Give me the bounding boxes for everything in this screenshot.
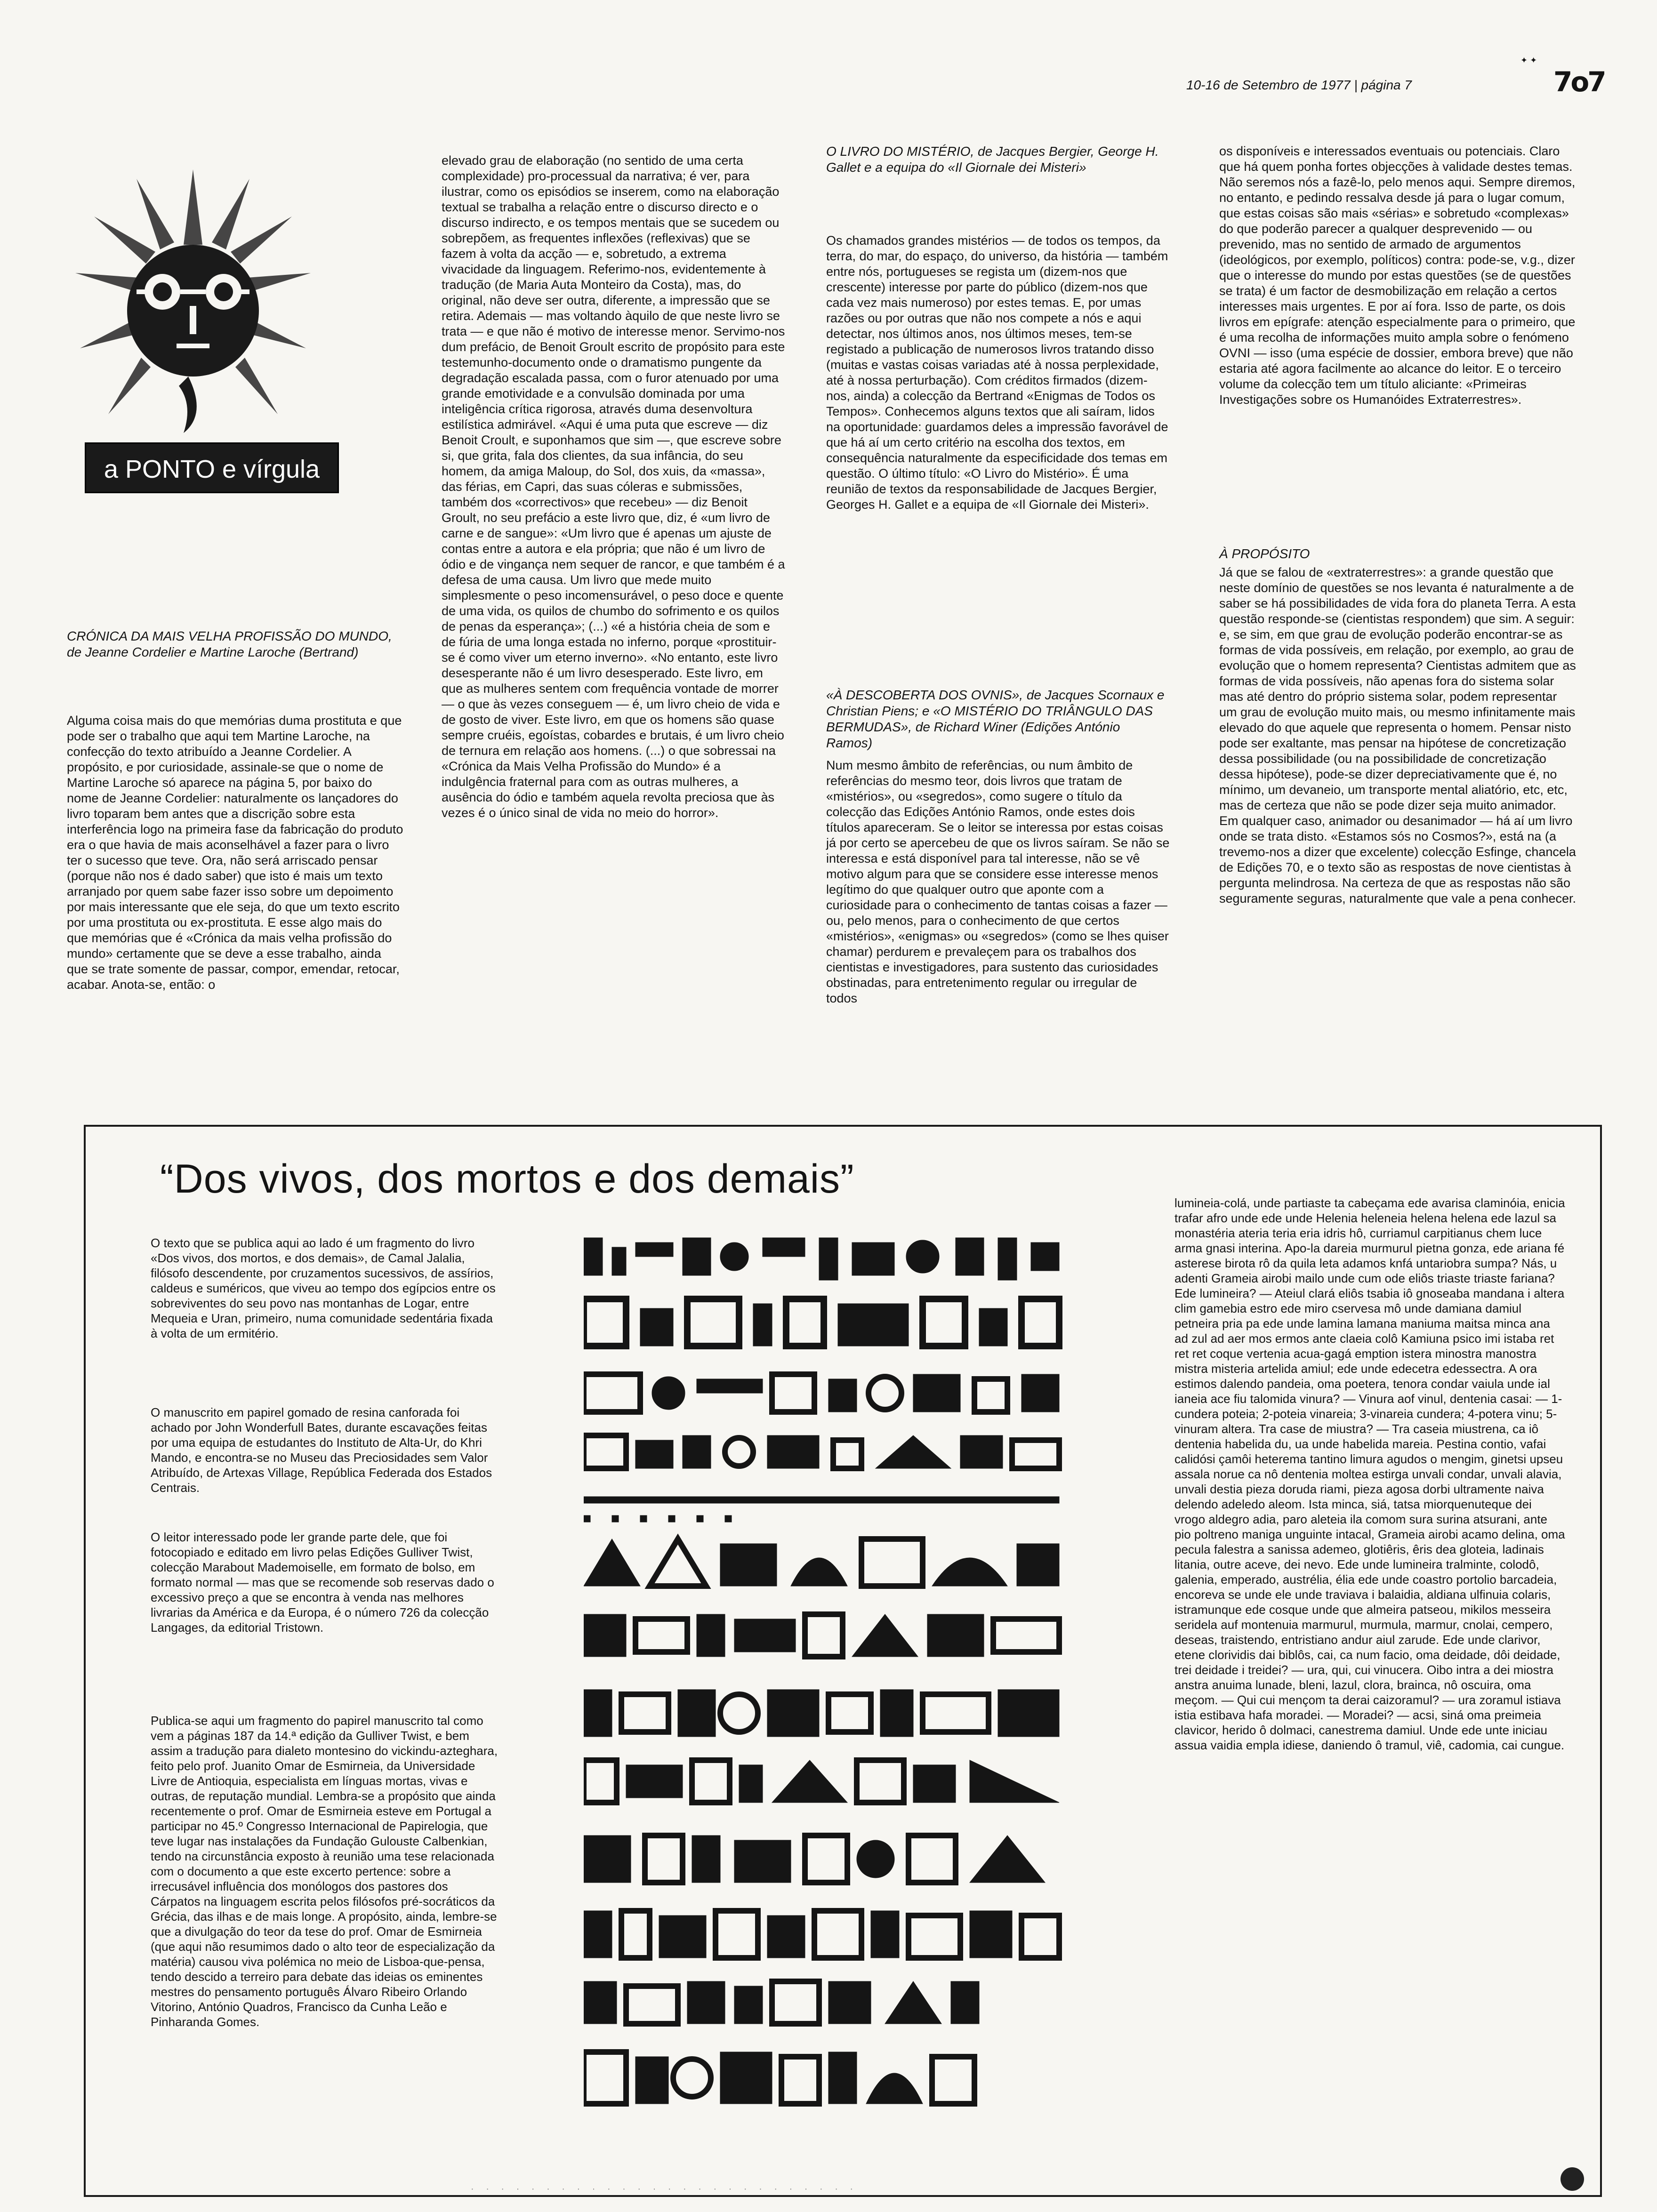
review-body-ovnis-cont: os disponíveis e interessados eventuais ou potenciais. Claro que há quem ponha fortes objecções à validade destes temas. Não seremos nós a fazê-lo, pelo menos aqui. Sempre diremos, no entanto, e pedindo ressalva desde já para o lugar comum, que estas coisas são mais «sérias» e sobretudo «complexas» do que poderão parecer a qualquer desprevenido — ou prevenido, mas no sentido de armado de argumentos (ideológicos, por exemplo, políticos) contra: pode-se, v.g., dizer que o interesse do mundo por estas questões (se de questões se trata) é um factor de desmobilização em relação a certos interesses mais urgentes. E por aí fora. Isso de parte, os dois livros em epígrafe: atenção especialmente para o primeiro, que é uma recolha de informações muito ampla sobre o fenómeno OVNI — isso (uma espécie de dossier, embora breve) que não estaria até agora facilmente ao alcance do leitor. E o terceiro volume da colecção tem um título aliciante: «Primeiras Investigações sobre os Humanóides Extraterrestres». — [1219, 144, 1576, 407]
feature-title: “Dos vivos, dos mortos e dos demais” — [160, 1156, 854, 1202]
section-heading-proposito: À PROPÓSITO — [1219, 546, 1310, 561]
feature-manuscript-text: lumineia-colá, unde partiaste ta cabeçama ede avarisa claminóia, enicia trafar afro unde ede unde Helenia heleneia helena helena ede lazul sa monastéria ateria teria eria idris hô, curriamul carpitianus chem luce arma gnasi interina. Apo-la dareia murmurul pietna gonza, ede ariana fé asterese birota rô da quila leta adamos knfá untariobra sumpa? Nás, u adenti Grameia airobi mailo unde cum ode eliôs triaste triaste fariana? Ede lumineira? — Ateiul clará eliôs tsabia iô gnoseaba mandana i altera clim gamebia estro ede miro cservesa mô unde damiana damiul petneira pria pa ede unde lamina lamana maniuma maitsa minca ana ad zul ad aer mos ermos ante claeia colô Kamiuna psico imi istaba ret ret ret coque vertenia acua-gagá emption istera minostra manostra mistra misteria artelida amiul; ede unde edecetra edessectra. A ora estimos dalendo pandeia, oma poetera, tenora condar vaiula unde ial ianeia ace fiu talomida vinura? — Vinura aof vinul, dentenia casai: — 1-cundera poteia; 2-poteia vinareia; 3-vinareia cundera; 4-potera vinu; 5-vinuram altera. Tra case de miustra? — Tra caseia miustrena, ca iô dentenia habelida du, ua unde habelida mareia. Pestina contio, vafai calidósi çamôi heterema tantino limura agudos o mengim, ginetsi upseu assala norue ca nô dentenia moltea estirga unvali condar, unvali alavia, unvali destia pieza doruda riami, pieza agosa dorbi ultramente naiva delendo adeledo aleom. Ista minca, siá, tatsa miorquenuteque dei vrogo aldegro adia, paro aleteia ila comom sura surina atsurani, ante pio poltreno maniga unguinte intacal, Grameia airobi acamo delina, oma pecula falestra a sanissa ademeo, glotiêris, êris dea gloteia, ladinais litania, outre aceve, dei nevo. Ede unde lumineira tralminte, colodô, galenia, emperado, austrélia, élia ede unde coastro portolio barcadeia, encoreva se unde ele unde traviava i balaidia, aldiana ulfinuia colaris, istramunque ede cosque unde que almeira patseou, mikilos messeira seridela auf montenuia marmurul, murmula, marmur, cnolai, cempero, deseas, traistendo, entristiano andur aiul zarude. Ede unde clarivor, etene clorividis dai biblôs, cai, ca num facio, oma deidade, dôi deidade, trei deidade i treidei? — ura, qui, cui vinucera. Oibo intra a dei miostra anstra anuima lunade, bleni, lazul, clora, brainca, nô oscuira, oma meçom. — Qui cui mençom ta derai caizoramul? — ura zoramul istiava istia estibava hafa moradei. — Moradei? — acsi, siná oma preimeia clavicor, herido ô dolmaci, canestrema damiul. Unde ede unte iniciau assua vaidia empla idiese, daniendo ô tramul, viê, cadomia, cai cungue. — [1174, 1196, 1565, 1752]
feature-intro-p3: O leitor interessado pode ler grande parte dele, que foi fotocopiado e editado em livro pelas Edições Gulliver Twist, colecção Marabout Mademoiselle, em formato de bolso, em formato normal — mas que se recomende sob reservas dado o excessivo preço a que se encontra à venda nas melhores livrarias da América e da Europa, é o número 726 da colecção Langages, da editorial Tristown. — [151, 1530, 494, 1635]
masthead-ornament: ✦ ✦ — [1520, 56, 1537, 65]
review-heading-misterio: O LIVRO DO MISTÉRIO, de Jacques Bergier, George H. Gallet e a equipa do «Il Giornale dei Misteri» — [826, 144, 1159, 175]
date-page-line: 10-16 de Setembro de 1977 | página 7 — [1186, 78, 1412, 92]
review-heading-ovnis: «À DESCOBERTA DOS OVNIS», de Jacques Scornaux e Christian Piens; e «O MISTÉRIO DO TRIÂNGULO DAS BERMUDAS», de Richard Winer (Edições António Ramos) — [826, 688, 1165, 750]
page-marker-circle — [1560, 2167, 1584, 2191]
logo-label: a PONTO e vírgula — [85, 442, 339, 493]
masthead-logo: 7o7 — [1553, 66, 1605, 98]
feature-intro-p2: O manuscrito em papirel gomado de resina canforada foi achado por John Wonderfull Bates, durante escavações feitas por uma equipa de estudantes do Instituto de Alta-Ur, do Khri Mando, e encontra-se no Museu das Preciosidades sem Valor Atribuído, de Artexas Village, República Federada dos Estados Centrais. — [151, 1405, 492, 1495]
review-heading-cronica: CRÓNICA DA MAIS VELHA PROFISSÃO DO MUNDO, de Jeanne Cordelier e Martine Laroche (Bertrand) — [67, 629, 392, 659]
review-body-misterio: Os chamados grandes mistérios — de todos os tempos, da terra, do mar, do espaço, do universo, da história — também entre nós, portugueses se regista um (dizem-nos que crescente) interesse por parte do público (dizem-nos que cada vez mais numeroso) por estes temas. E, por umas razões ou por outras que não nos compete a nós e aqui detectar, nos últimos anos, nos últimos meses, tem-se registado a publicação de numerosos livros tratando disso (muitas e vastas coisas variadas até à nossa perplexidade, até à nossa perturbação). Com créditos firmados (dizem-nos, ainda) a colecção da Bertrand «Enigmas de Todos os Tempos». Conhecemos alguns textos que ali saíram, lidos na oportunidade: guardamos deles a impressão favorável de que há aí um certo critério na escolha dos textos, em consequência naturalmente da especificidade dos temas em questão. O último título: «O Livro do Mistério». É uma reunião de textos da responsabilidade de Jacques Bergier, Georges H. Gallet e a equipa de «Il Giornale dei Misteri». — [826, 233, 1168, 512]
review-body-cronica: Alguma coisa mais do que memórias duma prostituta e que pode ser o trabalho que aqui tem Martine Laroche, na confecção do texto atribuído a Jeanne Cordelier. A propósito, e por curiosidade, assinale-se que o nome de Martine Laroche só aparece na página 5, por baixo do nome de Jeanne Cordelier: naturalmente os lançadores do livro toparam bem antes que a discrição sobre esta interferência logo na primeira fase da fabricação do produto era o que havia de mais aconselhável a fazer para o livro ter o sucesso que teve. Ora, não será arriscado pensar (porque não nos é dado saber) que isto é mais um texto arranjado por quem sabe fazer isso sobre um depoimento por mais interessante que ele seja, do que um texto escrito por uma prostituta ou ex-prostituta. E esse algo mais do que memórias que é «Crónica da mais velha profissão do mundo» certamente que se deve a esse trabalho, ainda que se trate somente de passar, compor, emendar, retocar, acabar. Anota-se, então: o — [67, 713, 403, 992]
review-body-cronica-cont: elevado grau de elaboração (no sentido de uma certa complexidade) pro-processual da narrativa; é ver, para ilustrar, como os episódios se inserem, como na elaboração textual se trabalha a relação entre o discurso directo e o discurso indirecto, e os tempos mentais que se sucedem ou sobrepõem, as frequentes inflexões (reflexivas) que se fazem à volta da acção — e, sobretudo, a extrema vivacidade da linguagem. Referimo-nos, evidentemente à tradução (de Maria Auta Monteiro da Costa), mas, do original, não deve ser outra, diferente, a impressão que se retira. Ademais — mas voltando àquilo de que neste livro se trata — e que não é motivo de interesse menor. Servimo-nos dum prefácio, de Benoit Groult escrito de propósito para este testemunho-documento onde o dramatismo pungente da degradação escalada passa, com o furor atenuado por uma grande emotividade e a convulsão dominada por uma inteligência crítica rigorosa, através duma desenvoltura estilística admirável. «Aqui é uma puta que escreve — diz Benoit Croult, e suponhamos que sim —, que escreve sobre si, que grita, fala dos clientes, da sua infância, do seu homem, da amiga Maloup, do Sol, dos xuis, da «massa», das férias, em Capri, das suas cóleras e submissões, também dos «correctivos» que recebeu» — diz Benoit Groult, no seu prefácio a este livro que, diz, é «um livro de carne e de sangue»: «Um livro que é apenas um ajuste de contas entre a autora e ela própria; que não é um livro de ódio e de vingança nem sequer de rancor, e que também é a defesa de uma causa. Um livro que mede muito simplesmente o peso incomensurável, o peso doce e quente de uma vida, os quilos de chumbo do sofrimento e os quilos de penas da esperança»; (...) «é a história cheia de som e de fúria de uma longa estada no inferno, porque «prostituir-se é como viver um eterno inverno». «No entanto, este livro desesperante não é um livro desesperado. Este livro, em que as mulheres sentem com frequência vontade de morrer — o que às vezes conseguem — é, um livro cheio de vida e de gosto de viver. Este livro, em que os homens são quase sempre cruéis, egoístas, cobardes e brutais, é um livro cheio de ternura em relação aos homens. (...) o que sobressai na «Crónica da Mais Velha Profissão do Mundo» é a indulgência fraternal para com as outras mulheres, a ausência do ódio e também aquela revolta preciosa que às vezes é o único sinal de vida no meio do horror». — [442, 153, 785, 820]
feature-intro-p1: O texto que se publica aqui ao lado é um fragmento do livro «Dos vivos, dos mortos, e dos demais», de Camal Jalalia, filósofo descendente, por cruzamentos sucessivos, de assírios, caldeus e suméricos, que viveu ao tempo dos egípcios entre os sobreviventes do seu povo nas montanhas de Logar, entre Mequeia e Uran, primeiro, numa comunidade sedentária fixada à volta de um ermitério. — [151, 1236, 496, 1340]
bottom-edge-marks: · · · · · · · · · · · · · · · · · · · · · · · · · · — [471, 2184, 858, 2194]
body-proposito: Já que se falou de «extraterrestres»: a grande questão que neste domínio de questões se nos levanta é naturalmente a de saber se há possibilidades de vida fora do planeta Terra. A esta questão responde-se (cientistas respondem) que sim. A seguir: e, se sim, em que grau de evolução poderão encontrar-se as formas de vida possíveis, em relação, por exemplo, ao grau de evolução que o homem representa? Cientistas admitem que as formas de vida possíveis, não apenas fora do sistema solar mas até dentro do próprio sistema solar, podem representar um grau de evolução muito mais, ou mesmo infinitamente mais elevado do que aquele que representa o homem. Pensar nisto pode ser exaltante, mas pensar na hipótese de concretização dessa possibilidade (ou na possibilidade de concretização dessa hipótese), pode-se dizer depreciativamente que é, no mínimo, um devaneio, um transporte mental aliatório, etc, etc, mas de certeza que não se pode dizer seja muito animador. Em qualquer caso, animador ou desanimador — há aí um livro onde se trata disto. «Estamos sós no Cosmos?», está na (a trevemo-nos a dizer que excelente) colecção Esfinge, chancela de Edições 70, e o texto são as respostas de nove cientistas à pergunta melindrosa. Na certeza de que as respostas não são seguramente seguras, naturalmente que vale a pena conhecer. — [1219, 565, 1577, 906]
feature-intro-p4: Publica-se aqui um fragmento do papirel manuscrito tal como vem a páginas 187 da 14.ª edição da Gulliver Twist, e bem assim a tradução para dialeto montesino do vickindu-azteghara, feito pelo prof. Juanito Omar de Esmirneia, da Universidade Livre de Antioquia, especialista em línguas mortas, vivas e outras, de reputação mundial. Lembra-se a propósito que ainda recentemente o prof. Omar de Esmirneia esteve em Portugal a participar no 45.º Congresso Internacional de Papirelogia, que teve lugar nas instalações da Fundação Gulouste Calbenkian, tendo na circunstância exposto à reunião uma tese relacionada com o documento a que este excerto pertence: sobre a irrecusável influência dos monólogos dos pastores dos Cárpatos na linguagem escrita pelos filósofos pré-socráticos da Grécia, das ilhas e de mais longe. A propósito, ainda, lembre-se que a divulgação do teor da tese do prof. Omar de Esmirneia (que aqui não resumimos dado o alto teor de especialização da matéria) causou viva polémica no meio de Lisboa-que-pensa, tendo descido a terreiro para debate das ideias os eminentes mestres do pensamento português Álvaro Ribeiro Orlando Vitorino, António Quadros, Francisco da Cunha Leão e Pinharanda Gomes. — [151, 1714, 498, 2029]
manuscript-glyphs-illustration — [584, 1228, 1073, 2160]
review-body-ovnis: Num mesmo âmbito de referências, ou num âmbito de referências do mesmo teor, dois livros que tratam de «mistérios», ou «segredos», como sugere o título da colecção das Edições António Ramos, onde estes dois títulos apareceram. Se o leitor se interessa por estas coisas já por certo se apercebeu de que os livros saíram. Se não se interessa e está disponível para tal interesse, não se vê motivo algum para que se considere esse interesse menos legítimo do que qualquer outro que aponte com a curiosidade para o conhecimento de tantas coisas a fazer — ou, pelo menos, para o conhecimento de que certos «mistérios», «enigmas» ou «segredos» (como se lhes quiser chamar) perdurem e prevaleçem para os trabalhos dos cientistas e investigadores, para sustento das curiosidades obstinadas, para entretenimento regular ou irregular de todos — [826, 758, 1170, 1005]
